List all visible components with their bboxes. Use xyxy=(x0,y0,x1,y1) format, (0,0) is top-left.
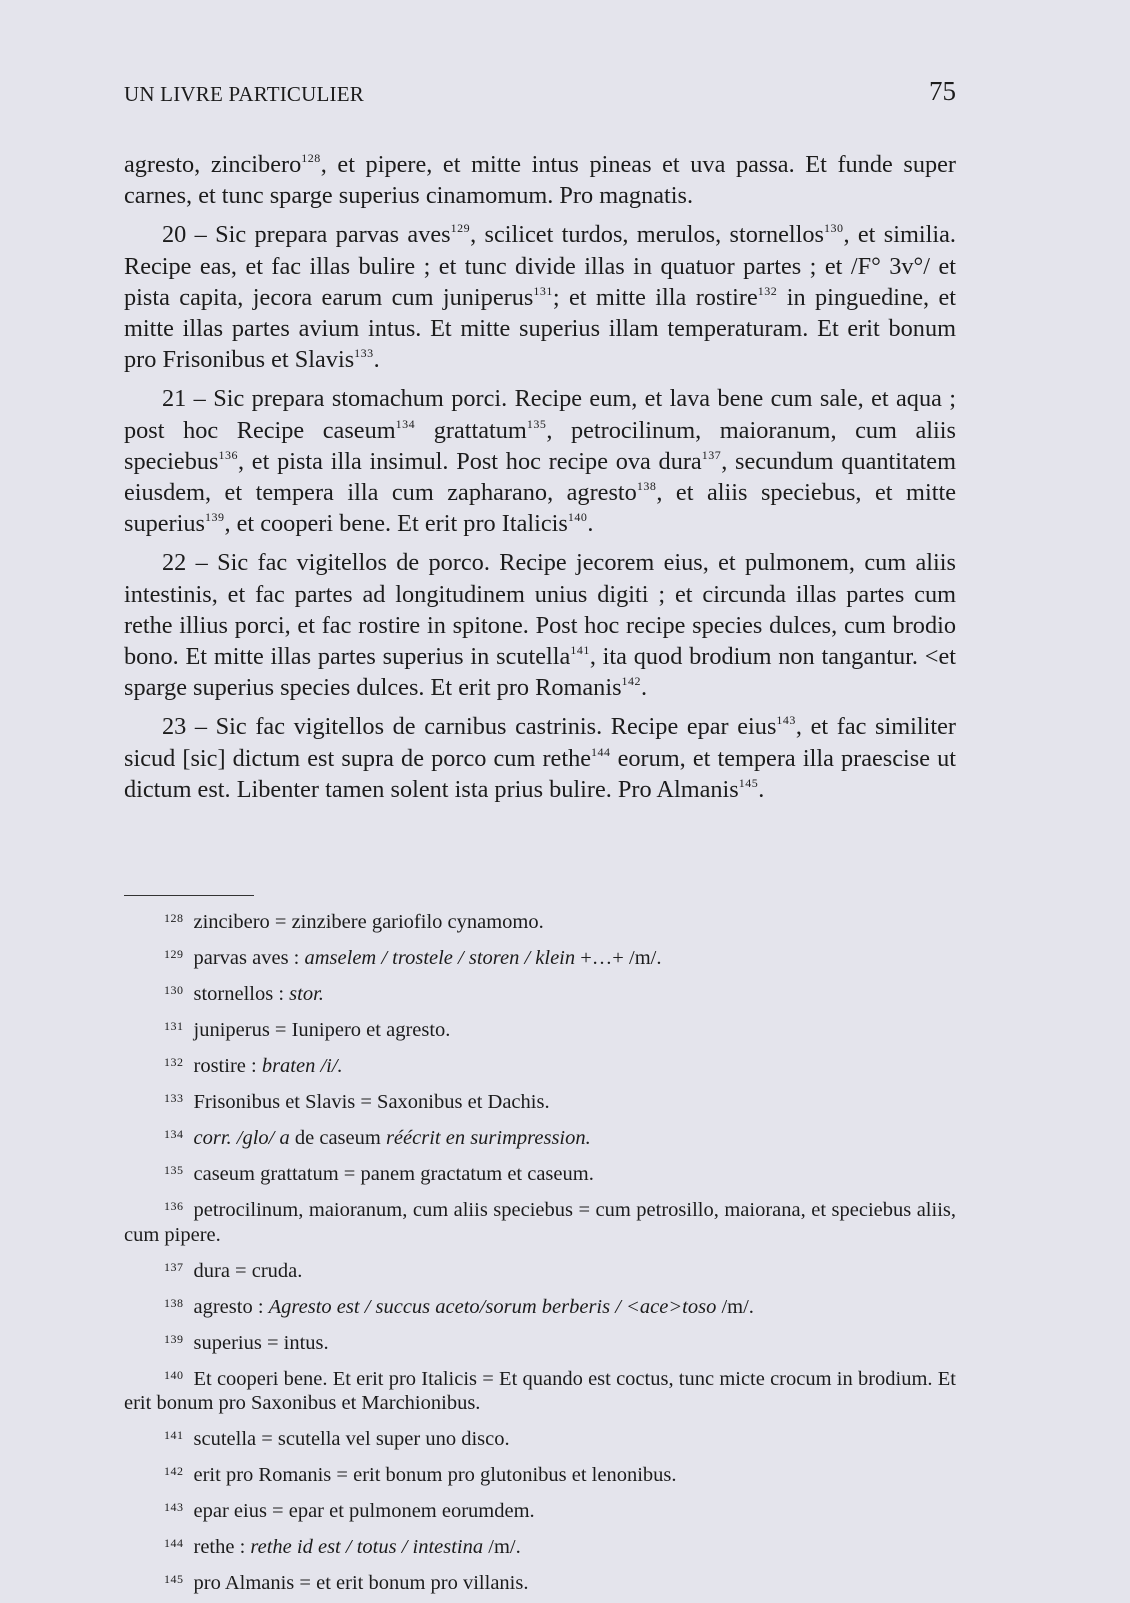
text-run: in pinguedine, et mitte illas partes avium intus. Et mitte superius illam temperaturam. Et erit bonum pro Frisonibus et Slavis xyxy=(124,283,956,374)
footnote xyxy=(124,978,956,1007)
footnote-number: 132 xyxy=(164,1055,184,1069)
text-run: , et cooperi bene. Et erit pro Italicis xyxy=(224,510,568,538)
paragraph xyxy=(124,383,956,539)
text-run: pro Almanis = et erit bonum pro villanis. xyxy=(193,1572,529,1594)
footnote-number: 145 xyxy=(164,1572,184,1586)
paragraph xyxy=(124,547,956,703)
paragraph xyxy=(124,711,956,805)
text-run: scutella = scutella vel super uno disco. xyxy=(193,1428,510,1450)
text-run: . xyxy=(373,346,380,374)
text-run: , et similia. Recipe eas, et fac illas bulire ; et tunc divide illas in quatuor partes ; et /F° 3v°/ et pista capita, jecora earum cum juniperus xyxy=(124,221,956,311)
footnote xyxy=(124,1122,956,1151)
footnote xyxy=(124,1567,956,1596)
footnote-ref: 144 xyxy=(591,744,611,759)
text-run: , ita quod brodium non tangantur. <et sparge superius species dulces. Et erit pro Romanis xyxy=(124,643,956,702)
italic-text: braten /i/. xyxy=(261,1055,343,1077)
text-run: rethe : xyxy=(193,1536,251,1558)
text-run: grattatum xyxy=(415,416,527,444)
footnote-number: 140 xyxy=(164,1367,184,1382)
footnote xyxy=(124,1327,956,1356)
text-run: epar eius = epar et pulmonem eorumdem. xyxy=(193,1500,535,1522)
footnotes xyxy=(124,906,956,1603)
footnote-number: 129 xyxy=(164,947,184,961)
text-run: Et cooperi bene. Et erit pro Italicis = Et quando est coctus, tunc micte crocum in brodium. Et erit bonum pro Saxonibus et Marchionibus. xyxy=(124,1367,956,1414)
italic-text: réécrit en surimpression. xyxy=(385,1127,591,1149)
text-run: , scilicet turdos, merulos, stornellos xyxy=(470,221,824,249)
footnote-ref: 143 xyxy=(776,713,796,728)
text-run: agresto, zincibero xyxy=(124,151,302,178)
text-run: petrocilinum, maioranum, cum aliis speciebus = cum petrosillo, maiorana, et speciebus aliis, cum pipere. xyxy=(124,1199,956,1246)
footnote-number: 133 xyxy=(164,1091,184,1105)
footnote xyxy=(124,1014,956,1043)
footnote xyxy=(124,1291,956,1320)
footnote xyxy=(124,1495,956,1524)
text-run: 20 – Sic prepara parvas aves xyxy=(162,221,451,249)
footnote-number: 128 xyxy=(164,911,184,925)
text-run: rostire : xyxy=(193,1055,262,1077)
text-run: zincibero = zinzibere gariofilo cynamomo. xyxy=(193,911,544,933)
footnote xyxy=(124,942,956,971)
footnote-ref: 128 xyxy=(301,150,321,165)
italic-text: corr. /glo/ a xyxy=(193,1127,295,1149)
footnote-ref: 141 xyxy=(570,642,590,657)
footnote-ref: 145 xyxy=(738,775,759,790)
paragraph xyxy=(124,219,956,375)
text-run: caseum grattatum = panem gractatum et caseum. xyxy=(193,1163,594,1185)
footnote-ref: 134 xyxy=(395,416,416,431)
text-run: de caseum xyxy=(294,1127,386,1149)
running-title: UN LIVRE PARTICULIER xyxy=(124,82,364,106)
footnote-separator xyxy=(124,895,254,896)
text-run: , et pipere, et mitte intus pineas et uva passa. Et funde super carnes, et tunc sparge superius cinamomum. Pro magnatis. xyxy=(124,151,956,210)
footnote xyxy=(124,1363,956,1416)
footnote-number: 136 xyxy=(164,1199,184,1213)
footnote xyxy=(124,1531,956,1560)
footnote-ref: 137 xyxy=(701,447,722,462)
footnote-number: 134 xyxy=(164,1127,184,1141)
footnote-number: 142 xyxy=(164,1464,184,1478)
text-run: parvas aves : xyxy=(193,947,305,969)
text-run: erit pro Romanis = erit bonum pro glutonibus et lenonibus. xyxy=(193,1464,677,1486)
footnote xyxy=(124,1086,956,1115)
footnote xyxy=(124,906,956,935)
footnote xyxy=(124,1459,956,1488)
footnote-number: 138 xyxy=(164,1295,184,1310)
footnote xyxy=(124,1194,956,1247)
text-run: 23 – Sic fac vigitellos de carnibus castrinis. Recipe epar eius xyxy=(162,713,777,741)
footnote xyxy=(124,1158,956,1187)
footnote xyxy=(124,1050,956,1079)
footnote-number: 139 xyxy=(164,1331,184,1346)
italic-text: stor. xyxy=(289,983,324,1005)
text-run: , et aliis speciebus, et mitte superius xyxy=(124,479,956,538)
footnote-number: 131 xyxy=(164,1019,184,1033)
text-run: . xyxy=(758,775,765,803)
footnote-ref: 133 xyxy=(354,346,374,361)
footnote-number: 135 xyxy=(164,1163,184,1177)
footnote-ref: 139 xyxy=(204,510,225,525)
footnote-ref: 130 xyxy=(823,221,844,236)
footnote-ref: 132 xyxy=(757,283,778,298)
footnote-number: 130 xyxy=(164,983,184,997)
text-run: agresto : xyxy=(193,1295,269,1318)
text-run: stornellos : xyxy=(193,983,290,1005)
text-run: . xyxy=(587,510,594,538)
text-run: , petrocilinum, maioranum, cum aliis speciebus xyxy=(124,416,956,475)
footnote-number: 143 xyxy=(164,1500,184,1514)
paragraph xyxy=(124,149,956,211)
text-run: juniperus = Iunipero et agresto. xyxy=(193,1019,451,1041)
text-run: ; et mitte illa rostire xyxy=(552,283,758,311)
text-run: dura = cruda. xyxy=(193,1259,303,1282)
text-run: 21 – Sic prepara stomachum porci. Recipe eum, et lava bene cum sale, et aqua ; post hoc Recipe caseum xyxy=(124,385,956,444)
italic-text: rethe id est / totus / intestina xyxy=(250,1536,484,1558)
italic-text: amselem / trostele / storen / klein xyxy=(304,947,576,969)
text-run: +…+ /m/. xyxy=(575,947,662,969)
italic-text: Agresto est / succus aceto/sorum berberis / <ace>toso xyxy=(268,1295,717,1318)
footnote-ref: 138 xyxy=(636,478,657,493)
text-run: eorum, et tempera illa praescise ut dictum est. Libenter tamen solent ista prius bulire. Pro Almanis xyxy=(124,744,956,803)
text-run: , secundum quantitatem eiusdem, et tempera illa cum zapharano, agresto xyxy=(124,447,956,507)
text-run: 22 – Sic fac vigitellos de porco. Recipe jecorem eius, et pulmonem, cum aliis intestinis, et fac partes ad longitudinem unius digiti ; et circunda illas partes cum rethe illius porci, et fac rostire in spitone. Post hoc recipe species dulces, cum brodio bono. Et mitte illas partes superius in scutella xyxy=(124,549,956,671)
text-run: . xyxy=(641,674,648,702)
footnote-ref: 131 xyxy=(533,283,553,298)
footnote-ref: 135 xyxy=(526,416,547,431)
page-number: 75 xyxy=(929,76,956,106)
footnote-number: 137 xyxy=(164,1259,184,1274)
page-header xyxy=(124,76,956,112)
text-run: /m/. xyxy=(483,1536,521,1558)
text-run: superius = intus. xyxy=(193,1331,329,1354)
footnote-ref: 129 xyxy=(450,221,471,236)
text-run: Frisonibus et Slavis = Saxonibus et Dachis. xyxy=(193,1091,550,1113)
main-text xyxy=(124,149,956,805)
footnote-ref: 142 xyxy=(621,674,642,689)
footnote-number: 141 xyxy=(164,1428,184,1442)
footnote xyxy=(124,1255,956,1284)
footnote-ref: 136 xyxy=(218,447,238,462)
footnote-ref: 140 xyxy=(567,510,588,525)
footnote-number: 144 xyxy=(164,1536,184,1550)
text-run: /m/. xyxy=(716,1295,754,1318)
footnote xyxy=(124,1423,956,1452)
text-run: , et pista illa insimul. Post hoc recipe ova dura xyxy=(237,447,702,475)
text-run: , et fac similiter sicud [sic] dictum est supra de porco cum rethe xyxy=(124,713,956,772)
